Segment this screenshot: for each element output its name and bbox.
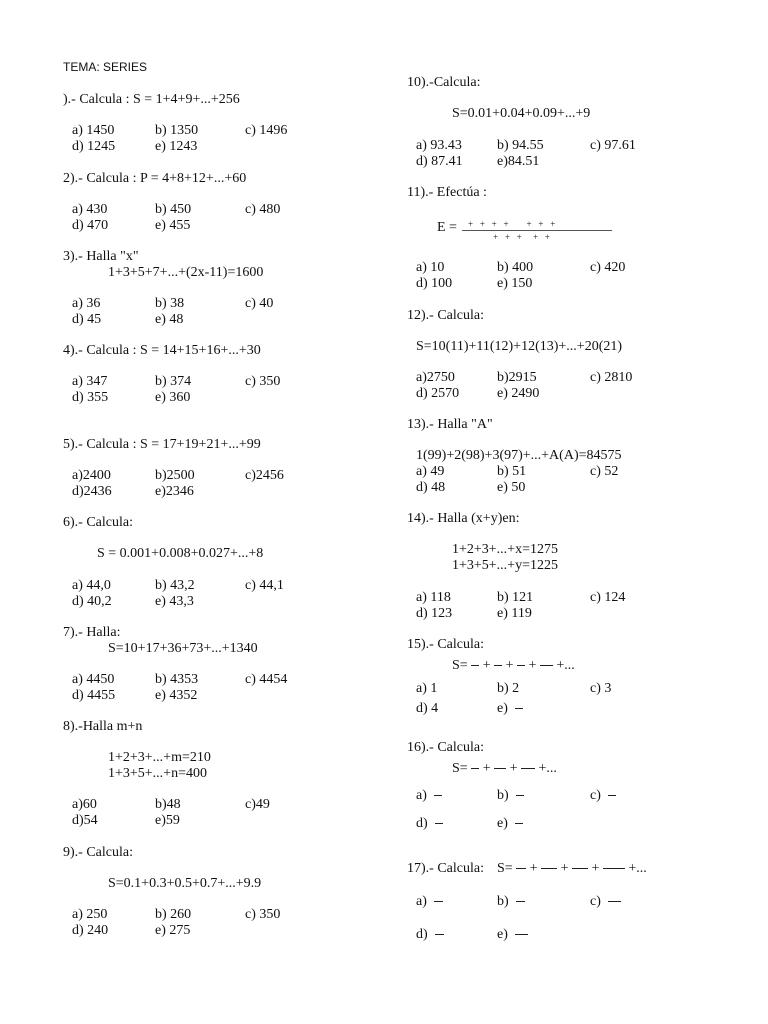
question: 11).- Efectúa : [407, 185, 487, 200]
series-expression [497, 861, 647, 877]
option-a: a) 93.43 [416, 138, 462, 153]
option-e: e) 275 [155, 923, 191, 938]
option-e: e) 48 [155, 312, 184, 327]
option-a: a) [416, 894, 443, 910]
option-a: a) 10 [416, 260, 445, 275]
option-e: e)84.51 [497, 154, 540, 169]
option-e: e) 360 [155, 390, 191, 405]
expression: S=0.01+0.04+0.09+...+9 [452, 106, 591, 121]
fraction-bar [540, 665, 553, 666]
series-label: S= [497, 861, 513, 876]
expression: E = [437, 220, 457, 235]
expression: S=10+17+36+73+...+1340 [108, 641, 258, 656]
expression: S=10(11)+11(12)+12(13)+...+20(21) [416, 339, 623, 354]
series-expression [452, 658, 575, 674]
option-e: e) [497, 816, 523, 832]
option-c: c) 44,1 [245, 578, 284, 593]
option-c: c) 40 [245, 296, 274, 311]
question: 12).- Calcula: [407, 308, 484, 323]
option-b: b) 51 [497, 464, 527, 479]
option-c: c) 2810 [590, 370, 633, 385]
option-c: c) [590, 788, 616, 804]
option-e: e) [497, 927, 528, 943]
question: 6).- Calcula: [63, 515, 133, 530]
fraction-bar [471, 665, 479, 666]
option-d: d) 4 [416, 701, 439, 716]
expression: 1+2+3+...+m=210 [108, 750, 211, 765]
plus-sign: + [482, 658, 491, 673]
option-a: a) 430 [72, 202, 108, 217]
question: 9).- Calcula: [63, 845, 133, 860]
series-label: S= [452, 658, 468, 673]
option-b: b)2915 [497, 370, 537, 385]
question: 8).-Halla m+n [63, 719, 143, 734]
option-b: b) 94.55 [497, 138, 544, 153]
option-d: d) 240 [72, 923, 109, 938]
option-e: e) 1243 [155, 139, 198, 154]
question: 17).- Calcula: [407, 861, 484, 876]
option-d: d) 4455 [72, 688, 116, 703]
expression: S=0.1+0.3+0.5+0.7+...+9.9 [108, 876, 262, 891]
plus-sign: + [560, 861, 569, 876]
expression: S = 0.001+0.008+0.027+...+8 [97, 546, 264, 561]
fraction-bar [494, 768, 506, 769]
option-b: b) 4353 [155, 672, 199, 687]
option-c: c) 52 [590, 464, 619, 479]
option-d: d) 100 [416, 276, 453, 291]
option-a: a) 36 [72, 296, 101, 311]
plus-sign: + [509, 761, 518, 776]
expression: 1+3+5+7+...+(2x-11)=1600 [108, 265, 264, 280]
option-e: e) 119 [497, 606, 532, 621]
option-a: a) 118 [416, 590, 451, 605]
question: 7).- Halla: [63, 625, 121, 640]
expression: 1(99)+2(98)+3(97)+...+A(A)=84575 [416, 448, 622, 463]
option-a: a) 250 [72, 907, 108, 922]
fraction-bar [462, 230, 612, 231]
fraction-bar [517, 665, 525, 666]
worksheet-title: TEMA: SERIES [63, 60, 148, 74]
fraction-bar [608, 901, 621, 902]
option-b: b) 260 [155, 907, 192, 922]
option-a: a)2400 [72, 468, 111, 483]
question: 5).- Calcula : S = 17+19+21+...+99 [63, 437, 261, 452]
ellipsis: +... [628, 861, 647, 876]
fraction-bar [572, 868, 588, 869]
plus-sign: + [505, 658, 514, 673]
expression-2: 1+3+5+...+n=400 [108, 766, 207, 781]
fraction-bar [603, 868, 625, 869]
fraction-bar [435, 823, 443, 824]
option-c: c) 3 [590, 681, 612, 696]
option-d: d) 355 [72, 390, 109, 405]
option-d: d) 2570 [416, 386, 460, 401]
fraction-bar [541, 868, 557, 869]
fraction-bar [516, 868, 526, 869]
question: 16).- Calcula: [407, 740, 484, 755]
plus-sign: + [591, 861, 600, 876]
option-d: d) 470 [72, 218, 109, 233]
option-b: b)2500 [155, 468, 195, 483]
option-c: c) 420 [590, 260, 626, 275]
option-a: a)60 [72, 797, 97, 812]
fraction-bar [515, 823, 523, 824]
option-d: d) 48 [416, 480, 446, 495]
option-b: b) 1350 [155, 123, 199, 138]
plus-sign: + [529, 861, 538, 876]
option-a: a) 1 [416, 681, 438, 696]
expression-2: 1+3+5+...+y=1225 [452, 558, 558, 573]
option-b: b) [497, 788, 524, 804]
numerator-plus-signs: + + + + + + + [468, 219, 556, 229]
option-e: e) [497, 701, 523, 717]
question: 4).- Calcula : S = 14+15+16+...+30 [63, 343, 261, 358]
question: 2).- Calcula : P = 4+8+12+...+60 [63, 171, 247, 186]
option-d: d) 40,2 [72, 594, 112, 609]
plus-sign: + [528, 658, 537, 673]
question: 3).- Halla "x" [63, 249, 139, 264]
option-b: b) 38 [155, 296, 185, 311]
fraction-bar [515, 934, 528, 935]
option-c: c) 350 [245, 374, 281, 389]
option-d: d) 1245 [72, 139, 116, 154]
option-d: d)54 [72, 813, 98, 828]
option-b: b)48 [155, 797, 181, 812]
option-e: e)2346 [155, 484, 194, 499]
option-e: e) 2490 [497, 386, 540, 401]
option-a: a) 4450 [72, 672, 115, 687]
ellipsis: +... [538, 761, 557, 776]
option-a: a) 44,0 [72, 578, 111, 593]
option-d: d) 123 [416, 606, 453, 621]
option-d: d)2436 [72, 484, 112, 499]
fraction-bar [471, 768, 479, 769]
option-d: d) [416, 927, 444, 943]
option-c: c) 1496 [245, 123, 288, 138]
option-c: c) [590, 894, 621, 910]
fraction-bar [434, 901, 443, 902]
option-b: b) 400 [497, 260, 534, 275]
fraction-bar [608, 795, 616, 796]
option-e: e) 455 [155, 218, 191, 233]
option-a: a)2750 [416, 370, 455, 385]
option-e: e) 50 [497, 480, 526, 495]
option-e: e) 150 [497, 276, 533, 291]
option-d: d) 87.41 [416, 154, 463, 169]
fraction-bar [515, 708, 523, 709]
option-c: c) 4454 [245, 672, 288, 687]
option-c: c) 97.61 [590, 138, 636, 153]
option-b: b) 2 [497, 681, 520, 696]
option-a: a) [416, 788, 442, 804]
option-e: e) 4352 [155, 688, 198, 703]
option-c: c)2456 [245, 468, 284, 483]
option-b: b) 450 [155, 202, 192, 217]
option-c: c)49 [245, 797, 270, 812]
fraction-bar [435, 934, 444, 935]
option-a: a) 1450 [72, 123, 115, 138]
option-c: c) 480 [245, 202, 281, 217]
option-d: d) [416, 816, 443, 832]
denominator-plus-signs: + + + + + [493, 232, 550, 242]
question: 10).-Calcula: [407, 75, 481, 90]
option-e: e) 43,3 [155, 594, 194, 609]
fraction-bar [516, 901, 525, 902]
question: 15).- Calcula: [407, 637, 484, 652]
option-c: c) 350 [245, 907, 281, 922]
expression: 1+2+3+...+x=1275 [452, 542, 558, 557]
fraction-bar [521, 768, 535, 769]
option-d: d) 45 [72, 312, 102, 327]
question: 14).- Halla (x+y)en: [407, 511, 520, 526]
option-b: b) [497, 894, 525, 910]
option-a: a) 49 [416, 464, 445, 479]
option-a: a) 347 [72, 374, 108, 389]
plus-sign: + [482, 761, 491, 776]
option-b: b) 374 [155, 374, 192, 389]
option-e: e)59 [155, 813, 180, 828]
option-b: b) 43,2 [155, 578, 195, 593]
question: ).- Calcula : S = 1+4+9+...+256 [63, 92, 240, 107]
ellipsis: +... [556, 658, 575, 673]
fraction-bar [434, 795, 442, 796]
option-c: c) 124 [590, 590, 626, 605]
option-b: b) 121 [497, 590, 534, 605]
fraction-bar [494, 665, 502, 666]
fraction-bar [516, 795, 524, 796]
series-label: S= [452, 761, 468, 776]
question: 13).- Halla "A" [407, 417, 493, 432]
series-expression [452, 761, 557, 777]
